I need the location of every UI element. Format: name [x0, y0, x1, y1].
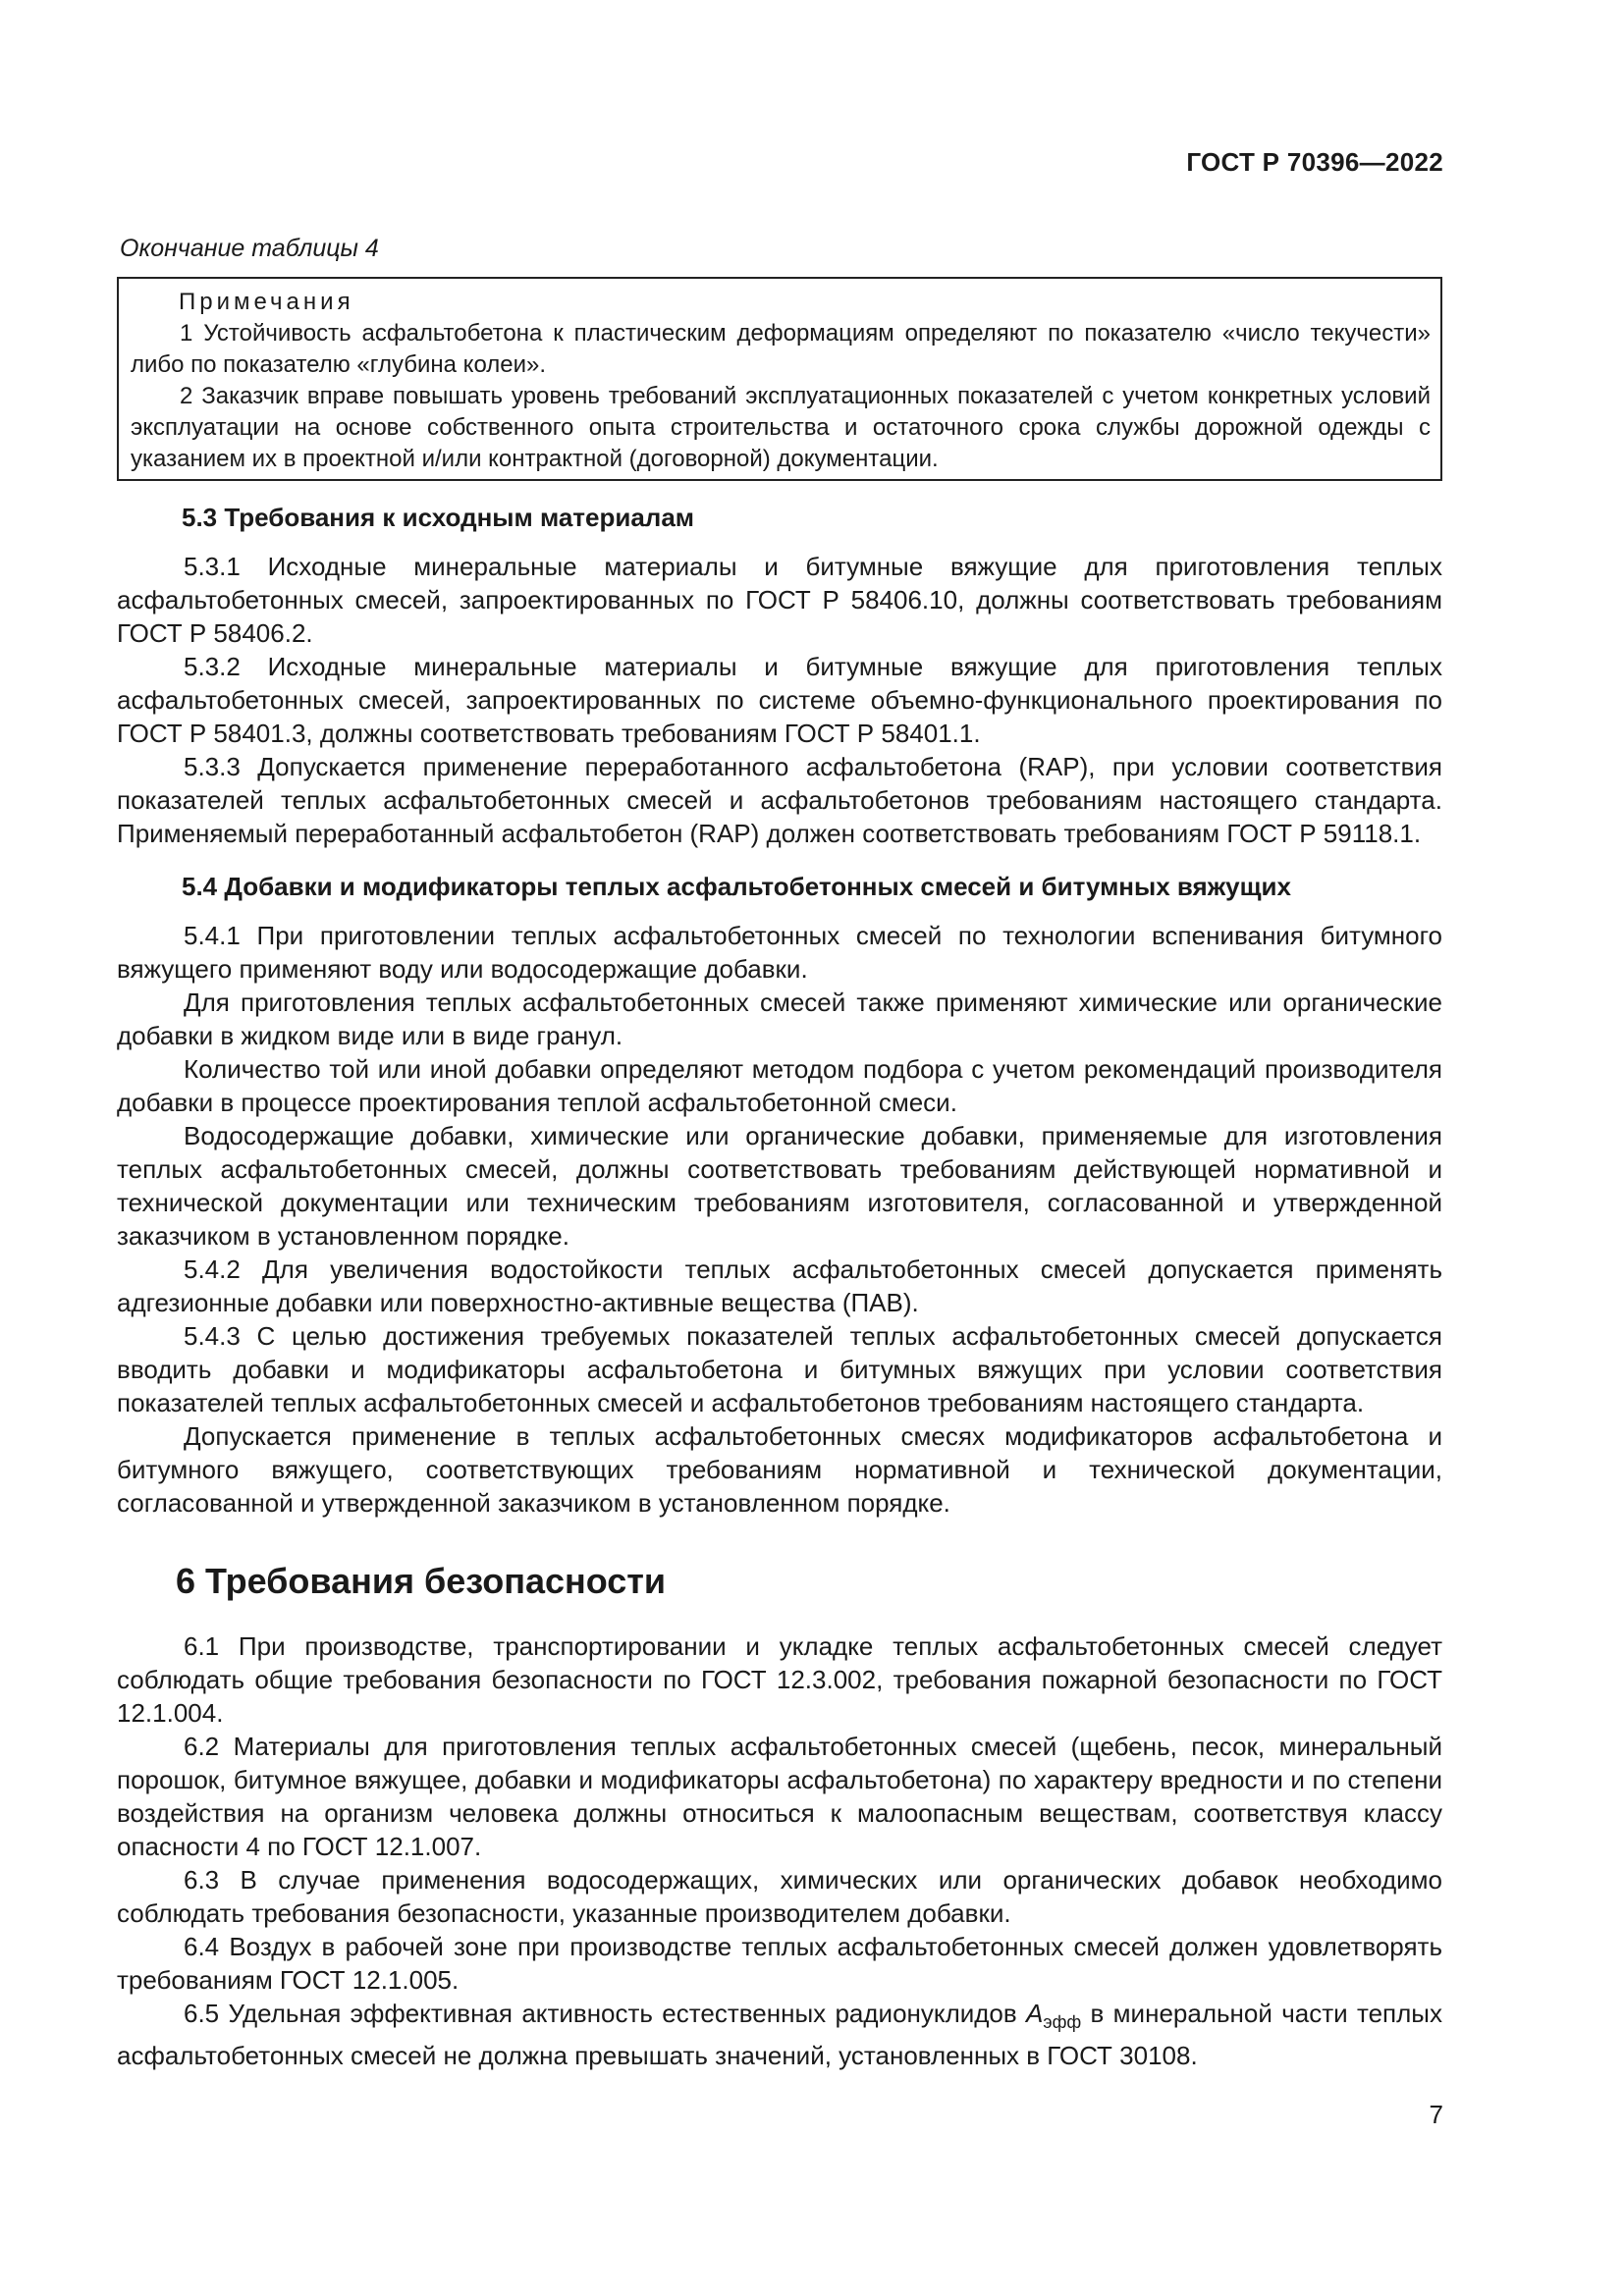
- note-item: 2 Заказчик вправе повышать уровень требований эксплуатационных показателей с учетом конкретных условий эксплуатации на основе собственного опыта строительства и остаточного срока службы дорожной одежды с указанием их в проектной и/или контрактной (договорной) документации.: [131, 383, 1431, 472]
- paragraph: 5.4.2 Для увеличения водостойкости теплых асфальтобетонных смесей допускается применять адгезионные добавки или поверхностно-активные вещества (ПАВ).: [117, 1255, 1442, 1317]
- paragraph: 6.3 В случае применения водосодержащих, химических или органических добавок необходимо соблюдать требования безопасности, указанные производителем добавки.: [117, 1865, 1442, 1928]
- activity-symbol: A: [1026, 1999, 1044, 2028]
- section-heading: 5.4 Добавки и модификаторы теплых асфальтобетонных смесей и битумных вяжущих: [182, 872, 1291, 901]
- paragraph: 5.3.1 Исходные минеральные материалы и битумные вяжущие для приготовления теплых асфальтобетонных смесей, запроектированных по ГОСТ Р 58406.10, должны соответствовать требованиям ГОСТ Р 58406.2.: [117, 552, 1442, 648]
- paragraph: Количество той или иной добавки определяют методом подбора с учетом рекомендаций производителя добавки в процессе проектирования теплой асфальтобетонной смеси.: [117, 1054, 1442, 1117]
- paragraph: 5.4.3 С целью достижения требуемых показателей теплых асфальтобетонных смесей допускается вводить добавки и модификаторы асфальтобетона и битумных вяжущих при условии соответствия показателей теплых асфальтобетонных смесей и асфальтобетонов требованиям настоящего стандарта.: [117, 1321, 1442, 1417]
- paragraph: 6.2 Материалы для приготовления теплых асфальтобетонных смесей (щебень, песок, минеральный порошок, битумное вяжущее, добавки и модификаторы асфальтобетона) по характеру вредности и по степени воздействия на организм человека должны относиться к малоопасным веществам, соответствуя классу опасности 4 по ГОСТ 12.1.007.: [117, 1732, 1442, 1861]
- text-span: 6.5 Удельная эффективная активность естественных радионуклидов: [184, 1999, 1027, 2028]
- notes-title: Примечания: [179, 289, 354, 315]
- activity-subscript: эфф: [1043, 2012, 1082, 2032]
- paragraph-6-5: [117, 1997, 1442, 2072]
- paragraph: Для приготовления теплых асфальтобетонных смесей также применяют химические или органические добавки в жидком виде или в виде гранул.: [117, 988, 1442, 1050]
- page-content: [117, 232, 1442, 2072]
- text-span: в минеральной части теплых асфальтобетонных смесей не должна превышать значений, установленных в ГОСТ 30108.: [117, 1999, 1442, 2070]
- paragraph: Водосодержащие добавки, химические или органические добавки, применяемые для изготовления теплых асфальтобетонных смесей, должны соответствовать требованиям действующей нормативной и технической документации или техническим требованиям изготовителя, согласованной и утвержденной заказчиком в установленном порядке.: [117, 1121, 1442, 1251]
- paragraph: Допускается применение в теплых асфальтобетонных смесях модификаторов асфальтобетона и битумного вяжущего, соответствующих требованиям нормативной и технической документации, согласованной и утвержденной заказчиком в установленном порядке.: [117, 1421, 1442, 1518]
- note-item: 1 Устойчивость асфальтобетона к пластическим деформациям определяют по показателю «число текучести» либо по показателю «глубина колеи».: [131, 320, 1431, 378]
- paragraph: 6.4 Воздух в рабочей зоне при производстве теплых асфальтобетонных смесей должен удовлетворять требованиям ГОСТ 12.1.005.: [117, 1932, 1442, 1995]
- paragraph: 6.1 При производстве, транспортировании и укладке теплых асфальтобетонных смесей следует соблюдать общие требования безопасности по ГОСТ 12.3.002, требования пожарной безопасности по ГОСТ 12.1.004.: [117, 1631, 1442, 1728]
- table-end-caption: Окончание таблицы 4: [120, 235, 379, 262]
- section-heading: 5.3 Требования к исходным материалам: [182, 503, 695, 532]
- paragraph: 5.3.3 Допускается применение переработанного асфальтобетона (RAP), при условии соответствия показателей теплых асфальтобетонных смесей и асфальтобетонов требованиям настоящего стандарта. Применяемый переработанный асфальтобетон (RAP) должен соответствовать требованиям ГОСТ Р 59118.1.: [117, 752, 1442, 848]
- notes-box: [117, 277, 1442, 481]
- paragraph: 5.3.2 Исходные минеральные материалы и битумные вяжущие для приготовления теплых асфальтобетонных смесей, запроектированных по системе объемно-функционального проектирования по ГОСТ Р 58401.3, должны соответствовать требованиям ГОСТ Р 58401.1.: [117, 652, 1442, 748]
- chapter-heading: 6 Требования безопасности: [176, 1561, 667, 1601]
- paragraph: 5.4.1 При приготовлении теплых асфальтобетонных смесей по технологии вспенивания битумного вяжущего применяют воду или водосодержащие добавки.: [117, 921, 1442, 984]
- page-number: 7: [1429, 2100, 1443, 2129]
- standard-code: ГОСТ Р 70396—2022: [1186, 147, 1443, 177]
